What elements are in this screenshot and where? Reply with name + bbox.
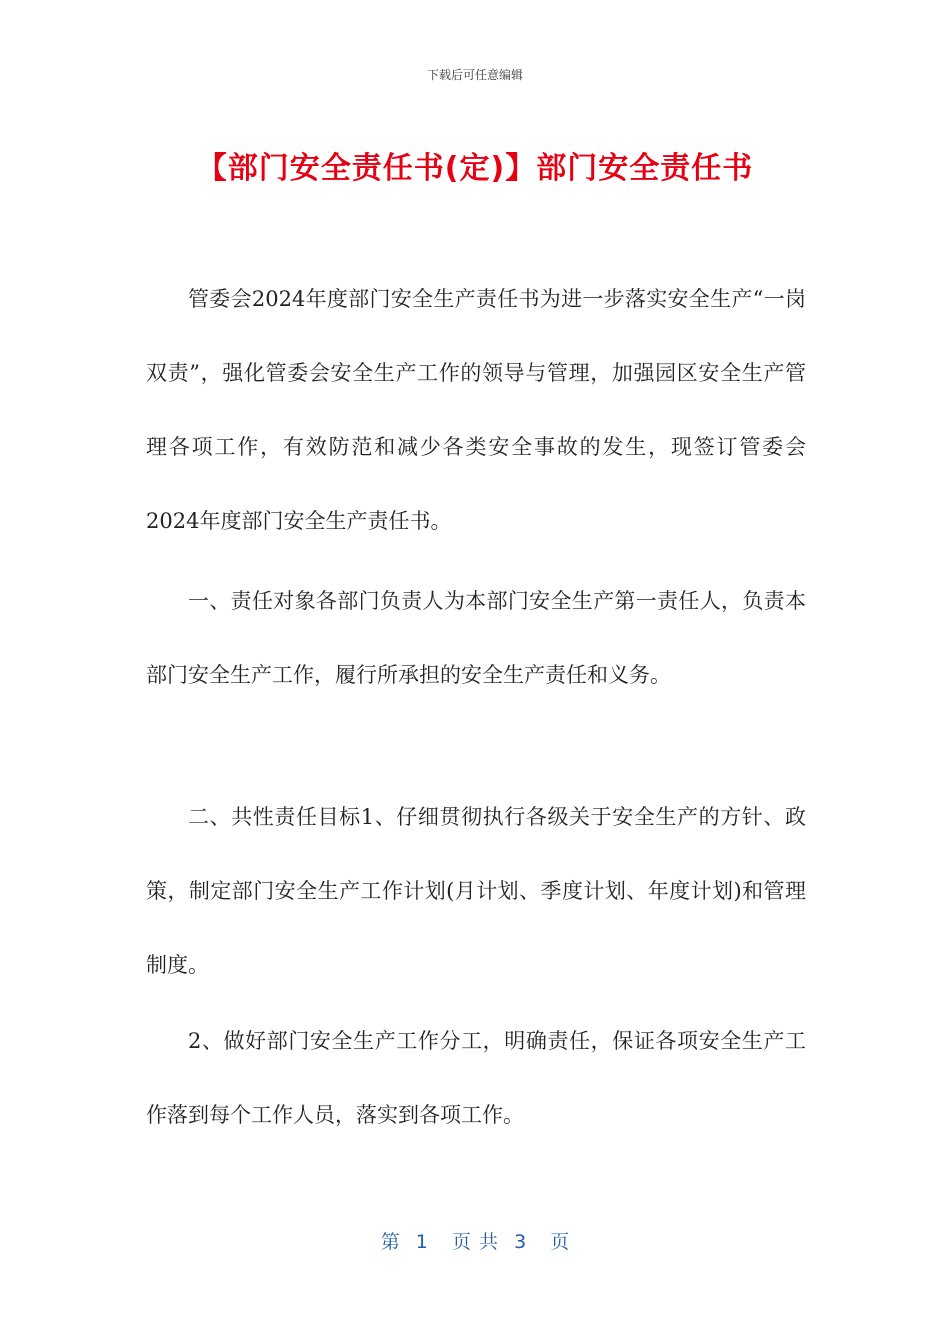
paragraph-section-one: 一、责任对象各部门负责人为本部门安全生产第一责任人，负责本部门安全生产工作，履行所承担的安全生产责任和义务。 — [146, 589, 806, 687]
page-number-footer — [0, 1227, 950, 1254]
paragraph-item-two: 2、做好部门安全生产工作分工，明确责任，保证各项安全生产工作落到每个工作人员，落实到各项工作。 — [146, 1029, 806, 1127]
document-title: 【部门安全责任书(定)】部门安全责任书 — [196, 151, 754, 186]
header-note: 下载后可任意编辑 — [426, 68, 523, 82]
page-number-label: 第 1 页 共 3 页 — [380, 1231, 570, 1253]
paragraph-intro: 管委会2024年度部门安全生产责任书为进一步落实安全生产“一岗双责”，强化管委会安全生产工作的领导与管理，加强园区安全生产管理各项工作，有效防范和减少各类安全事故的发生，现签订管委会2024年度部门安全生产责任书。 — [146, 287, 806, 533]
paragraph-section-two: 二、共性责任目标1、仔细贯彻执行各级关于安全生产的方针、政策，制定部门安全生产工作计划(月计划、季度计划、年度计划)和管理制度。 — [146, 805, 806, 977]
